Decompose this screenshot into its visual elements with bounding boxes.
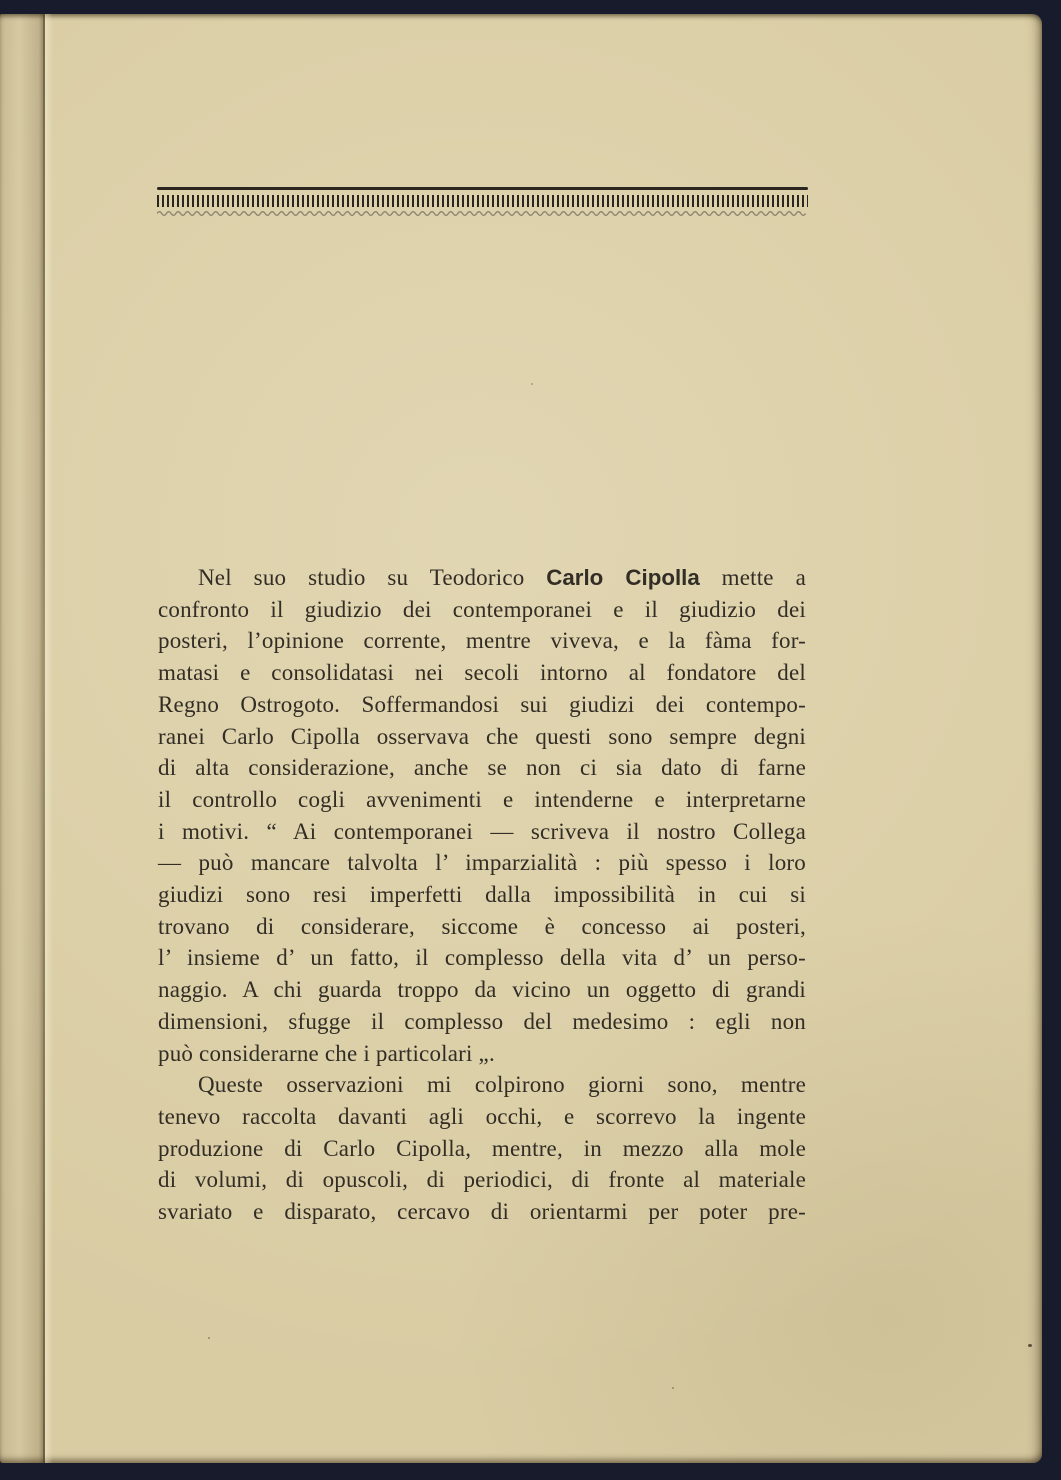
paper-speck	[208, 1337, 210, 1339]
text-line	[158, 974, 806, 1006]
paper-speck	[1028, 1344, 1032, 1347]
bold-author-name: Carlo Cipolla	[546, 565, 700, 590]
text-line	[158, 1133, 806, 1165]
text-segment: Regno Ostrogoto. Soffermandosi sui giudizi dei contempo-	[158, 691, 806, 717]
book-page	[0, 14, 1042, 1463]
paragraph	[158, 1069, 806, 1228]
text-segment: di volumi, di opuscoli, di periodici, di fronte al materiale	[158, 1167, 806, 1193]
text-line	[158, 657, 806, 689]
text-segment: giudizi sono resi imperfetti dalla impossibilità in cui si	[158, 882, 806, 908]
text-segment: posteri, l’opinione corrente, mentre viveva, e la fàma for-	[158, 628, 806, 654]
text-segment: mette a	[699, 565, 806, 590]
text-line	[158, 942, 806, 974]
text-line	[158, 689, 806, 721]
paper-speck	[531, 383, 533, 385]
text-segment: ranei Carlo Cipolla osservava che questi sono sempre degni	[158, 723, 806, 749]
text-segment: matasi e consolidatasi nei secoli intorno al fondatore del	[158, 660, 806, 686]
paper-speck	[672, 1387, 674, 1389]
header-ornament	[157, 187, 808, 218]
text-line	[158, 594, 806, 626]
text-line	[158, 847, 806, 879]
text-segment: di alta considerazione, anche se non ci sia dato di farne	[158, 755, 806, 781]
text-segment: Queste osservazioni mi colpirono giorni sono, mentre	[198, 1072, 806, 1098]
text-segment: l’ insieme d’ un fatto, il complesso della vita d’ un perso-	[158, 945, 806, 971]
text-segment: dimensioni, sfugge il complesso del medesimo : egli non	[158, 1008, 806, 1034]
gutter-highlight	[45, 14, 53, 1463]
ornament-wavy-rule	[157, 209, 808, 218]
text-line	[158, 784, 806, 816]
text-line	[158, 1038, 806, 1070]
text-line	[158, 816, 806, 848]
text-line	[158, 1164, 806, 1196]
text-line	[158, 1101, 806, 1133]
text-segment: il controllo cogli avvenimenti e intenderne e interpretarne	[158, 786, 806, 812]
text-line	[158, 879, 806, 911]
body-text	[158, 562, 806, 1228]
text-line	[158, 562, 806, 594]
text-segment: confronto il giudizio dei contemporanei e il giudizio dei	[158, 596, 806, 622]
ornament-solid-rule	[157, 187, 808, 190]
text-line	[158, 1069, 806, 1101]
text-line	[158, 1196, 806, 1228]
text-segment: — può mancare talvolta l’ imparzialità : più spesso i loro	[158, 850, 806, 876]
text-segment: trovano di considerare, siccome è concesso ai posteri,	[158, 913, 806, 939]
text-line	[158, 911, 806, 943]
text-line	[158, 752, 806, 784]
ornament-hatch-rule	[157, 195, 808, 207]
paragraph	[158, 562, 806, 1069]
text-segment: svariato e disparato, cercavo di orientarmi per poter pre-	[158, 1199, 806, 1225]
text-segment: può considerarne che i particolari „.	[158, 1040, 495, 1066]
text-segment: Nel suo studio su Teodorico	[198, 565, 547, 590]
text-segment: produzione di Carlo Cipolla, mentre, in mezzo alla mole	[158, 1135, 806, 1161]
text-line	[158, 1006, 806, 1038]
text-segment: naggio. A chi guarda troppo da vicino un oggetto di grandi	[158, 977, 806, 1003]
page-gutter-fold	[0, 14, 43, 1463]
text-segment: i motivi. “ Ai contemporanei — scriveva il nostro Collega	[158, 818, 806, 844]
text-line	[158, 625, 806, 657]
text-line	[158, 721, 806, 753]
text-segment: tenevo raccolta davanti agli occhi, e scorrevo la ingente	[158, 1103, 806, 1129]
